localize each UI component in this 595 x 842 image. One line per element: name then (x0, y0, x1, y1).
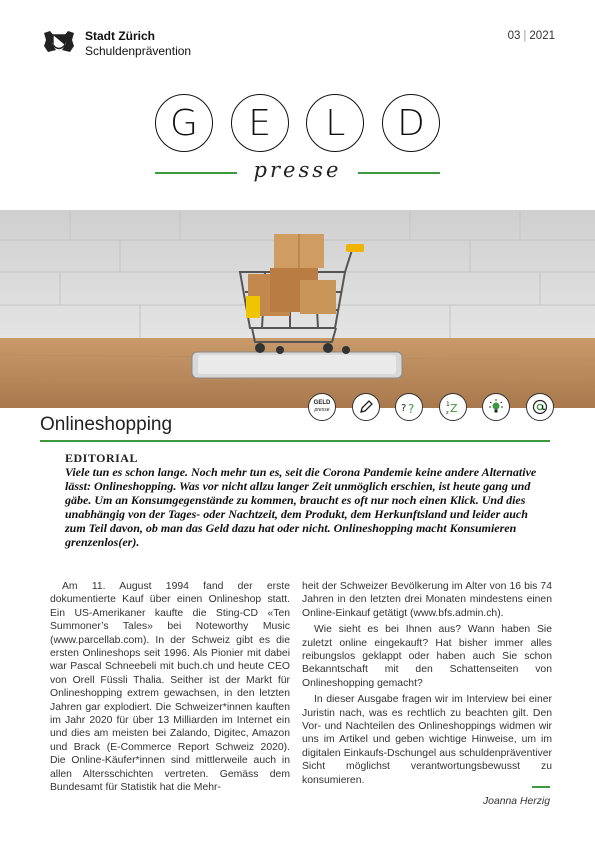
masthead-rule-right (358, 172, 440, 174)
org-name: Stadt Zürich (85, 29, 156, 43)
svg-text:1: 1 (445, 401, 450, 408)
author-name: Joanna Herzig (482, 796, 550, 807)
svg-text:?: ? (408, 402, 415, 415)
question-icon (395, 393, 423, 421)
section-title-rule (40, 440, 550, 442)
body-paragraph: In dieser Ausgabe fragen wir im Interview bei einer Juristin nach, was es rechtlich zu beachten gilt. Den Vor- und Nachteilen des Onlineshoppings widmen wir uns im Artikel und geben wichtige Hinweise, um im digitalen Einkaufs-Dschungel aus schuldenpräventiver Sicht möglichst verantwortungsbewusst zu konsumieren. (302, 694, 552, 786)
city-coat-of-arms-logo (40, 30, 78, 54)
author-rule (532, 786, 550, 788)
org-department: Schuldenprävention (85, 44, 192, 58)
body-column-left (50, 580, 290, 795)
svg-text:z: z (445, 410, 449, 416)
editorial-label: EDITORIAL (65, 451, 138, 465)
body-paragraph: Wie sieht es bei Ihnen aus? Wann haben Sie zuletzt online eingekauft? Hat bisher immer alles reibungslos geklappt oder haben auch Sie schon Bekanntschaft mit den Schattenseiten von Onlineshopping gemacht? (302, 624, 552, 689)
masthead-letter-l: L (306, 94, 364, 152)
editorial-text: Viele tun es schon lange. Noch mehr tun es, seit die Corona Pandemie keine andere Alternative lässt: Onlineshopping. Was vor nicht allzu langer Zeit unmöglich erschien, ist heute gang und gäbe. Um an Konsumgegenstände zu kommen, braucht es oft nur noch einen Klick. Und dies unabhängig von der Tages- oder Nachtzeit, dem Produkt, dem Herkunftsland und leider auch zum Teil davon, ob man das Geld dazu hat oder nicht. Onlineshopping macht Konsumieren grenzenlos(er). (65, 465, 537, 550)
masthead (155, 94, 440, 156)
geld-icon-top-text: GELD (313, 400, 331, 406)
body-column-right (302, 580, 552, 787)
body-paragraph: heit der Schweizer Bevölkerung im Alter von 16 bis 74 Jahren in den letzten drei Monaten mindestens einen Online-Einkauf getätigt (www.bfs.admin.ch). (302, 581, 552, 619)
at-icon (526, 393, 554, 421)
body-paragraph: Am 11. August 1994 fand der erste dokumentierte Kauf über einen Onlineshop statt. Ein US-Amerikaner kaufte die Sting-CD «Ten Summoner’s Tales» bei Noteworthy Music (www.parcellab.com). In der Schweiz gibt es die ersten Onlineshops seit 1996. Als Pionier mit dabei war Pascal Schneebeli mit buch.ch und heute CEO von Orell Füssli Thalia. Seither ist der Markt für Onlineshopping extrem gewachsen, in den letzten Jahren gar explodiert. Die Schweizer*innen kauften im Jahr 2020 für über 13 Milliarden im Internet ein und dies am meisten bei Zalando, Digitec, Amazon und Brack (E-Commerce Report Schweiz 2020). Die Online-Käufer*innen sind mittlerweile auch in allen Altersschichten vertreten. Gemäss dem Bundesamt für Statistik hat die Mehr- (50, 581, 290, 794)
issue-year: 2021 (529, 30, 555, 42)
issue-label (508, 30, 555, 42)
sleep-icon (439, 393, 467, 421)
section-title: Onlineshopping (40, 414, 173, 435)
masthead-subtitle-row (155, 158, 440, 182)
masthead-letter-g: G (155, 94, 213, 152)
masthead-letter-e: E (231, 94, 289, 152)
pencil-icon (352, 393, 380, 421)
masthead-rule-left (155, 172, 237, 174)
hero-image (0, 210, 595, 408)
masthead-letter-d: D (382, 94, 440, 152)
issue-separator: | (523, 30, 527, 42)
svg-text:?: ? (401, 403, 407, 414)
geld-presse-icon (308, 393, 336, 421)
issue-number: 03 (507, 30, 521, 42)
masthead-subtitle: presse (253, 158, 342, 182)
geld-icon-bottom-text: presse (314, 407, 330, 413)
topic-icon-row (308, 393, 554, 423)
lightbulb-icon (482, 393, 510, 421)
svg-text:Z: Z (449, 402, 458, 415)
